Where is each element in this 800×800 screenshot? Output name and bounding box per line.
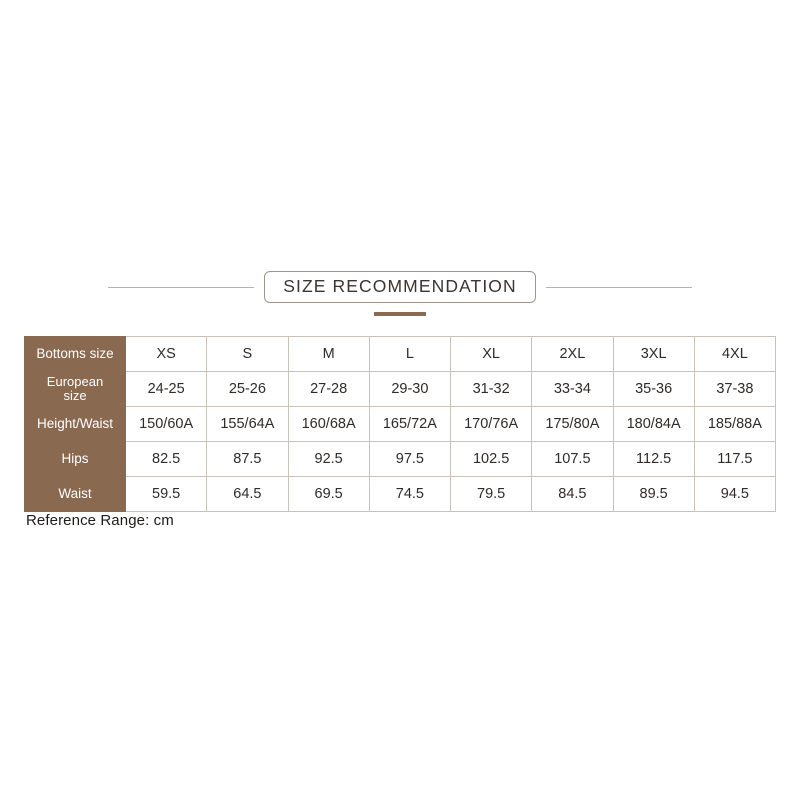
reference-range-note: Reference Range: cm — [26, 512, 174, 529]
page-title: SIZE RECOMMENDATION — [283, 275, 517, 296]
cell-bottoms-size-xl: XL — [451, 337, 532, 372]
cell-hips-m: 92.5 — [288, 442, 369, 477]
size-table — [24, 336, 776, 512]
row-header-waist: Waist — [25, 477, 126, 512]
row-header-european-line2: size — [63, 388, 87, 403]
cell-european-xl: 31-32 — [451, 372, 532, 407]
row-header-hips: Hips — [25, 442, 126, 477]
cell-height-waist-2xl: 175/80A — [532, 407, 613, 442]
cell-height-waist-xs: 150/60A — [126, 407, 207, 442]
title-box — [264, 271, 536, 304]
cell-bottoms-size-l: L — [369, 337, 450, 372]
table-row — [25, 407, 776, 442]
cell-european-m: 27-28 — [288, 372, 369, 407]
cell-bottoms-size-s: S — [207, 337, 288, 372]
cell-hips-2xl: 107.5 — [532, 442, 613, 477]
row-header-european-size — [25, 372, 126, 407]
cell-european-2xl: 33-34 — [532, 372, 613, 407]
cell-waist-m: 69.5 — [288, 477, 369, 512]
cell-hips-l: 97.5 — [369, 442, 450, 477]
title-rule-right — [546, 287, 692, 288]
cell-european-s: 25-26 — [207, 372, 288, 407]
cell-bottoms-size-4xl: 4XL — [694, 337, 775, 372]
cell-waist-xs: 59.5 — [126, 477, 207, 512]
cell-waist-l: 74.5 — [369, 477, 450, 512]
cell-height-waist-4xl: 185/88A — [694, 407, 775, 442]
cell-bottoms-size-m: M — [288, 337, 369, 372]
cell-european-3xl: 35-36 — [613, 372, 694, 407]
cell-waist-4xl: 94.5 — [694, 477, 775, 512]
cell-height-waist-s: 155/64A — [207, 407, 288, 442]
row-header-bottoms-size: Bottoms size — [25, 337, 126, 372]
title-accent-bar — [374, 312, 426, 316]
cell-height-waist-l: 165/72A — [369, 407, 450, 442]
cell-bottoms-size-xs: XS — [126, 337, 207, 372]
cell-bottoms-size-2xl: 2XL — [532, 337, 613, 372]
cell-bottoms-size-3xl: 3XL — [613, 337, 694, 372]
title-band — [108, 268, 692, 306]
cell-hips-s: 87.5 — [207, 442, 288, 477]
cell-hips-xs: 82.5 — [126, 442, 207, 477]
table-row — [25, 477, 776, 512]
title-rule-left — [108, 287, 254, 288]
cell-european-xs: 24-25 — [126, 372, 207, 407]
cell-hips-4xl: 117.5 — [694, 442, 775, 477]
cell-hips-xl: 102.5 — [451, 442, 532, 477]
cell-waist-3xl: 89.5 — [613, 477, 694, 512]
cell-european-4xl: 37-38 — [694, 372, 775, 407]
size-table-wrapper — [24, 336, 776, 512]
cell-waist-s: 64.5 — [207, 477, 288, 512]
table-row — [25, 372, 776, 407]
cell-waist-2xl: 84.5 — [532, 477, 613, 512]
row-header-european-line1: European — [46, 373, 104, 389]
table-row — [25, 442, 776, 477]
cell-height-waist-3xl: 180/84A — [613, 407, 694, 442]
cell-height-waist-m: 160/68A — [288, 407, 369, 442]
cell-hips-3xl: 112.5 — [613, 442, 694, 477]
table-row — [25, 337, 776, 372]
row-header-height-waist: Height/Waist — [25, 407, 126, 442]
cell-waist-xl: 79.5 — [451, 477, 532, 512]
cell-height-waist-xl: 170/76A — [451, 407, 532, 442]
cell-european-l: 29-30 — [369, 372, 450, 407]
